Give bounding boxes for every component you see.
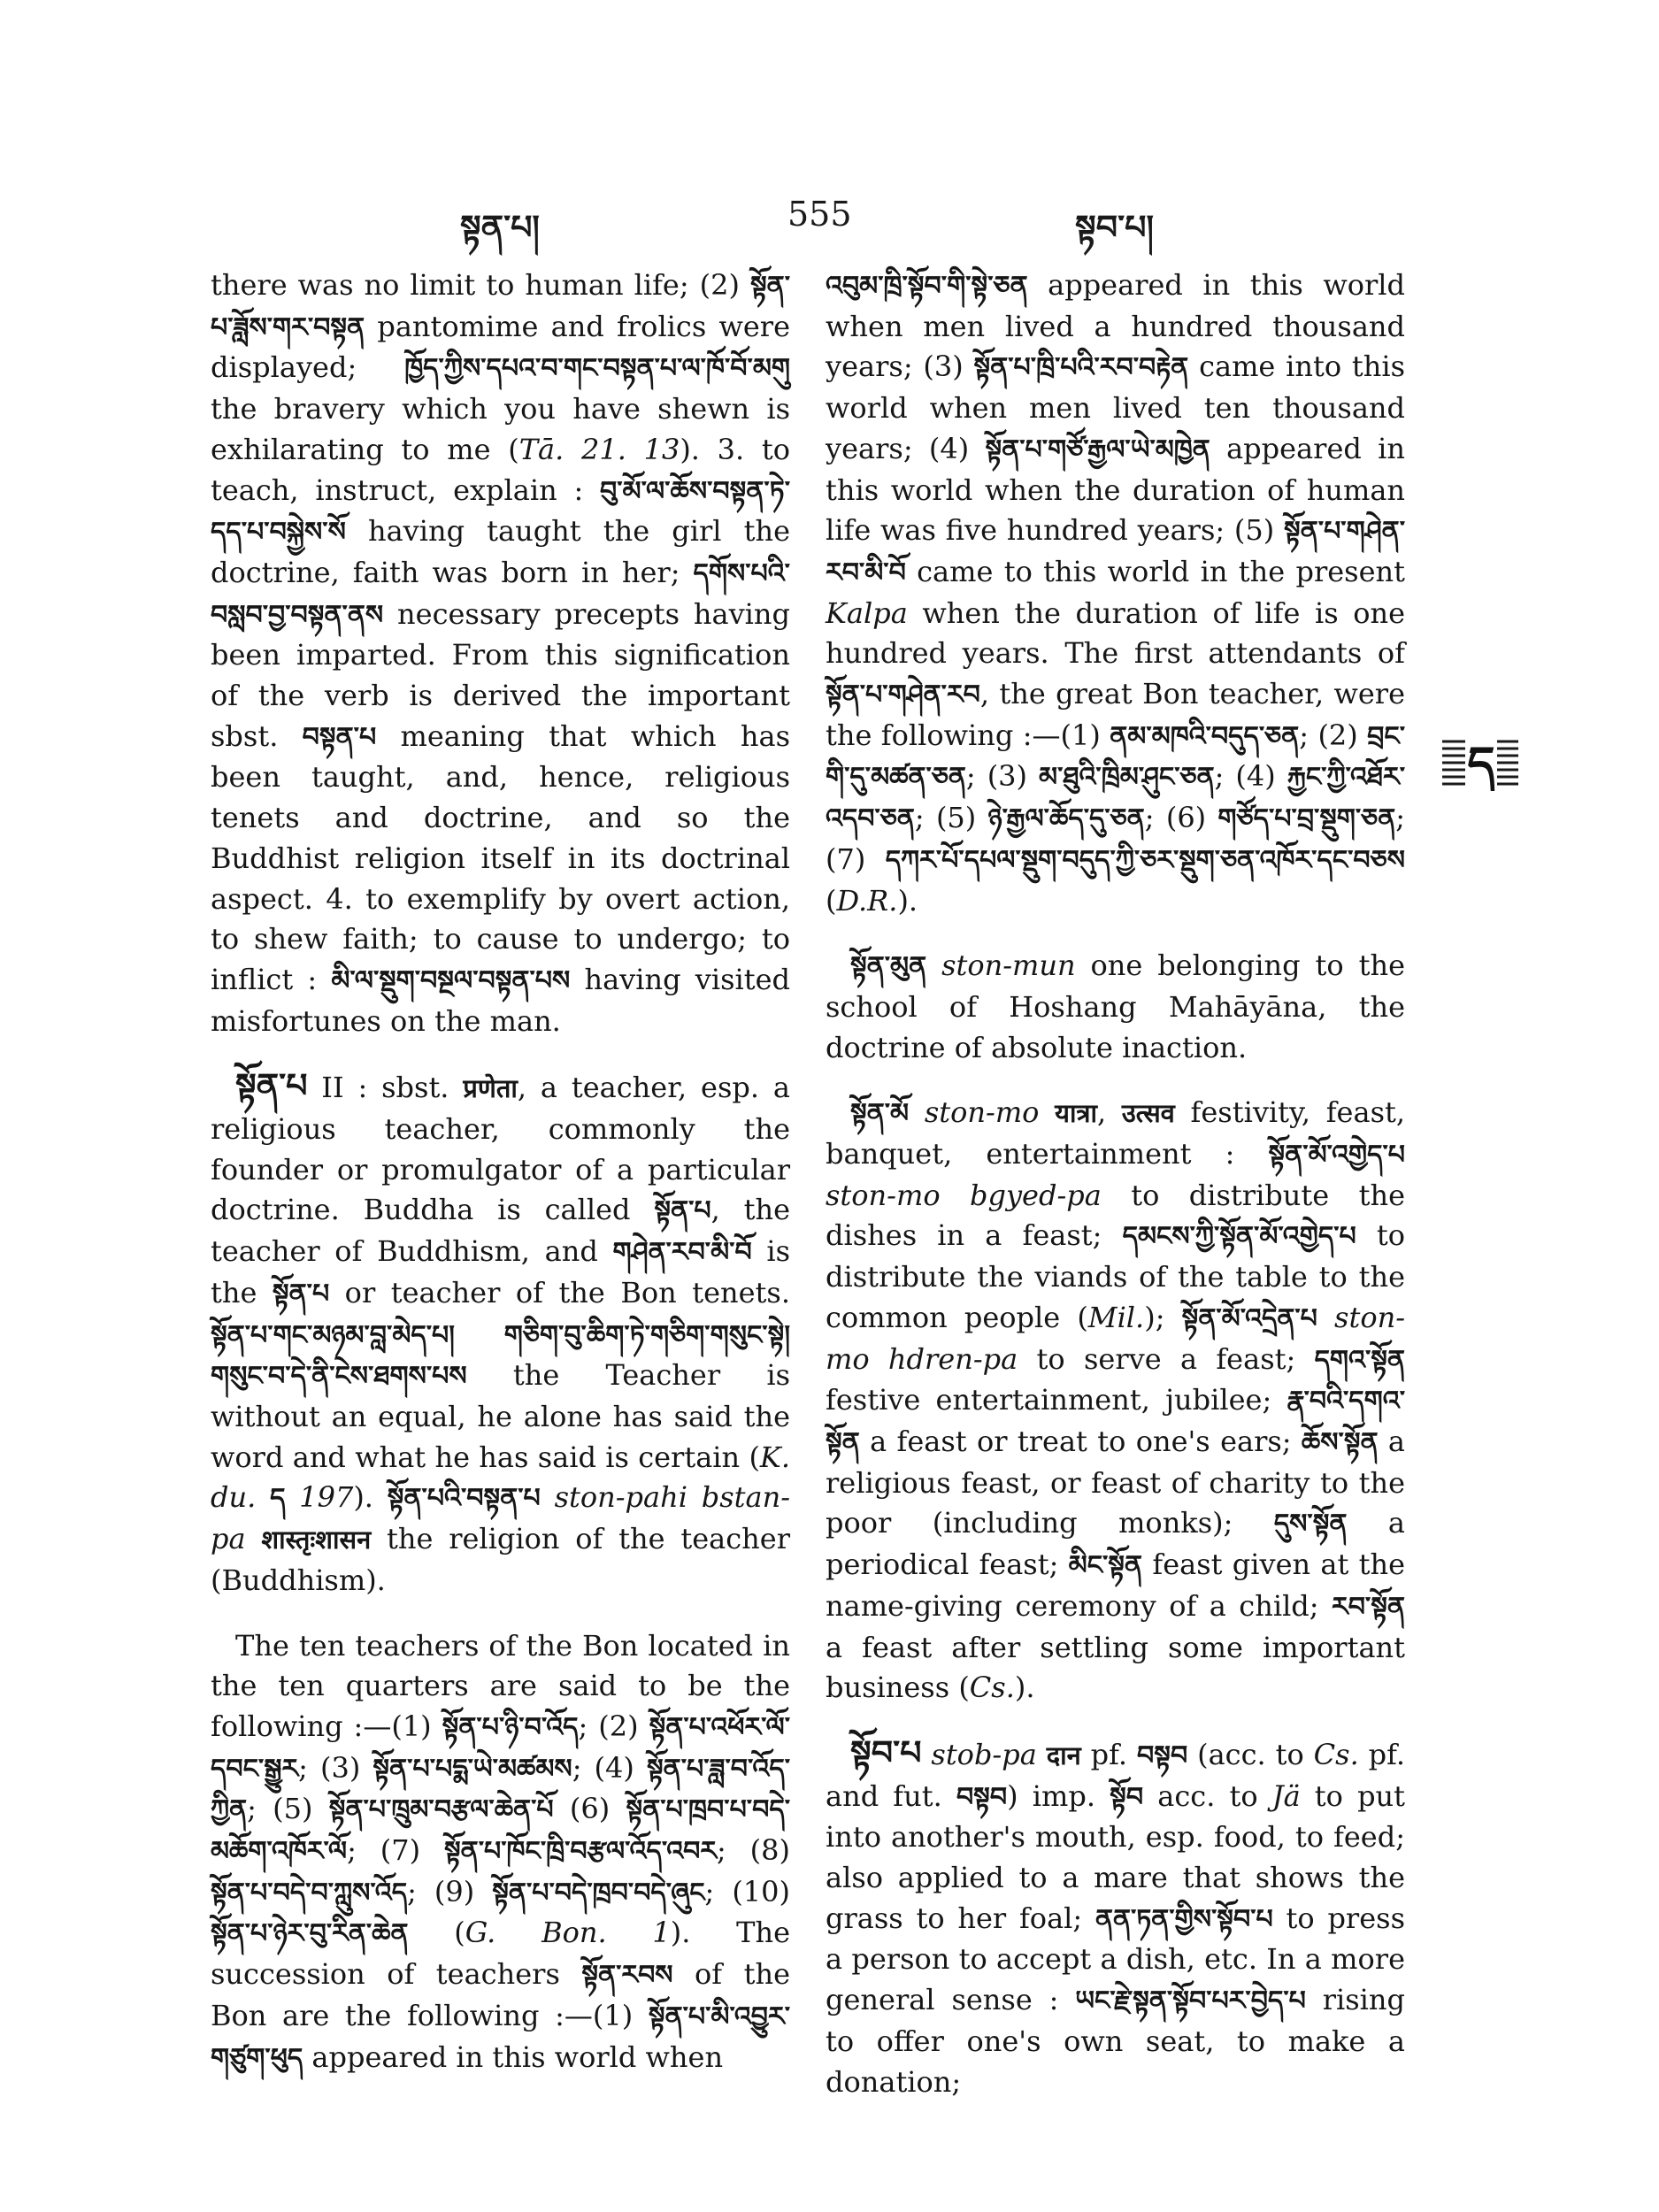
tibetan-term: དགའ་སྟོན (1314, 1344, 1406, 1376)
text-run: ). (353, 1480, 388, 1515)
tibetan-term: སྟོན་པ་འཕོར་ལོ་དབང་སྒྱུར (211, 1711, 791, 1785)
text-run: (acc. to (1187, 1737, 1314, 1771)
tibetan-term: སྟོན་པ་གཙོ་རྒྱལ་ཡེ་མཁྱེན (985, 434, 1210, 465)
text-run: ; (5) (914, 801, 988, 835)
text-run: acc. to (1143, 1778, 1272, 1813)
tibetan-term: སྟོན་པ (272, 1278, 330, 1310)
text-run: ; (9) (407, 1874, 493, 1909)
text-run: ; (2) (578, 1709, 649, 1743)
text-run: , (1097, 1095, 1122, 1130)
tibetan-term: འབུམ་ཁྲི་སྟོབ་གི་སྟེ་ཅན (826, 271, 1028, 302)
text-run: , a teacher, esp. a religious teacher, commonly the founder or promulgator of a particular doctrine. Buddha is called (211, 1071, 791, 1227)
text-run: , the teacher of Buddhism, and (211, 1193, 791, 1269)
text-run: ; (7) (347, 1833, 444, 1868)
tibetan-term: སྟོན་པ་གཤེན་རབ་མི་བོ (826, 516, 1405, 588)
text-run: ) imp. (1007, 1778, 1110, 1813)
text-run: a feast or treat to one's ears; (859, 1424, 1302, 1458)
running-head-left: སྟན་པ། (460, 208, 540, 247)
text-run: festive entertainment, jubilee; (826, 1383, 1287, 1417)
tibetan-term: སྟོན་པ་ཁྲུམ་བརྩལ་ཆེན་པོ (328, 1794, 554, 1826)
text-run: to distribute the dishes in a feast; (826, 1178, 1405, 1253)
text-run: a periodical feast; (826, 1506, 1406, 1582)
tibetan-term: ཡང་རྗེ་སྟན་སྟོབ་པར་བྱེད་པ (1075, 1985, 1306, 2017)
tibetan-term: གཙོད་པ་བྲ་སྡུག་ཅན (1217, 803, 1396, 835)
text-run: of the Bon are the following :—(1) (211, 1957, 791, 2032)
tibetan-term: དཀར་པོ་དཔལ་སྡུག་བདུད་ཀྱི་ཅར་སྡུག་ཅན་འཁོར་དང་བཅས (885, 844, 1405, 876)
section-thumb-index-mark (1442, 734, 1518, 791)
tibetan-term: ཁྱོད་ཀྱིས་དཔའ་བ་གང་བསྟན་པ་ལ་ཁོ་བོ་མགུ (404, 353, 790, 385)
text-run: meaning that which has been taught, and, hence, religious tenets and doctrine, and so the Buddhist religion itself in its doctrinal aspect. 4. to exemplify by overt action, to shew faith; to cause to undergo; to inflict : (211, 718, 791, 996)
tibetan-term: སྟོན་པ་ཁྲབ་པ་བདེ་མཆོག་འཁོར་ལོ (211, 1794, 791, 1868)
text-run: to put into another's mouth, esp. food, to feed; also applied to a mare that shows the grass to her foal; (826, 1778, 1406, 1935)
tibetan-term: བསྟབ (1136, 1740, 1188, 1771)
tibetan-term: སྟོན་མོ་འགྱེད་པ (1268, 1140, 1405, 1171)
text-run: The ten teachers of the Bon located in the ten quarters are said to be the following :—(1) (211, 1628, 790, 1743)
text-run: ( (408, 1916, 465, 1950)
tibetan-term: ཆོས་སྟོན (1301, 1426, 1379, 1458)
text-run: ). (1014, 1671, 1035, 1705)
entry-ston-mo (826, 1093, 1405, 1709)
text-run: (6) (553, 1792, 626, 1826)
text-run: pantomime and frolics were displayed; (211, 309, 790, 385)
transliteration: ston-mo (924, 1095, 1040, 1130)
tibetan-term: སྟོན་པ་ཁྲི་པའི་རབ་བརྟེན (973, 352, 1189, 384)
tibetan-term: སྟོན་པ་བདེ་བ་ཀླུས་འོད (211, 1877, 408, 1909)
citation: D.R. (836, 883, 898, 918)
text-run: ; (3) (965, 759, 1040, 794)
tibetan-term: གཤེན་རབ་མི་བོ (612, 1237, 752, 1269)
transliteration: stob-pa (931, 1737, 1037, 1771)
entry-continuation-bon-succession (826, 265, 1405, 921)
text-run: rising to offer one's own seat, to make a donation; (826, 1983, 1406, 2099)
headword: སྟོན་མུན (850, 951, 927, 983)
left-column (211, 265, 790, 2103)
citation: Cs. (969, 1671, 1015, 1705)
text-run: came to this world in the present (905, 554, 1405, 588)
text-run: appeared in this world when the duration of human life was five hundred years; (5) (826, 431, 1406, 548)
entry-ston-pa-ii (211, 1066, 790, 1601)
text-run: came into this world when men lived ten thousand years; (4) (826, 349, 1406, 465)
tibetan-term: ད (270, 1483, 286, 1515)
tibetan-term: སྟོན་པ་ (211, 271, 790, 343)
text-run: II : sbst. (307, 1071, 464, 1105)
text-run: pf. and fut. (826, 1737, 1406, 1813)
text-run: the religion of the teacher (Buddhism). (211, 1522, 791, 1597)
tibetan-term: སྟོབ (1110, 1781, 1144, 1813)
tibetan-term: སྟོན་མོ་འདྲེན་པ (1181, 1302, 1317, 1334)
tibetan-term: ཟློས་གར་བསྟན (233, 311, 365, 343)
text-run: ; (7) (826, 801, 1405, 876)
tibetan-term: སྟོན་པའི་བསྟན་པ (387, 1483, 541, 1515)
tibetan-term: རྣ་བའི་དགའ་སྟོན (826, 1386, 1405, 1458)
tibetan-term: བུ་མོ་ལ་ཆོས་བསྟན་ཏེ་དད་པ་བསྐྱེས་སོ (211, 475, 790, 549)
text-run: ; (8) (717, 1833, 791, 1868)
text-run: ). The succession of teachers (211, 1916, 791, 1992)
text-run: ; (6) (1144, 801, 1218, 835)
transliteration: ston-pahi bstan-pa (211, 1480, 791, 1556)
text-run: the bravery which you have shewn is exhilarating to me ( (211, 392, 790, 466)
citation: Tā. 21. 13 (518, 432, 680, 466)
citation: Mil. (1087, 1300, 1145, 1334)
text-run: one belonging to the school of Hoshang Mahāyāna, the doctrine of absolute inaction. (826, 949, 1406, 1064)
citation: G. Bon. 1 (465, 1916, 671, 1950)
tibetan-term: སྟོན་པ་པདྨ་ཡེ་མཚམས (373, 1753, 572, 1785)
text-run: ; (2) (1299, 718, 1368, 752)
text-run: ; (10) (704, 1874, 791, 1909)
text-run: the Teacher is without an equal, he alone has said the word and what he has said is certain ( (211, 1358, 790, 1474)
tibetan-term: སྟོན་པ་ཟླ་བ་འོད་ཀྱིན (211, 1753, 790, 1826)
text-run: a religious feast, or feast of charity to the poor (including monks); (826, 1424, 1406, 1540)
text-run: when the duration of life is one hundred years. The first attendants of (826, 595, 1405, 671)
text-run: having taught the girl the doctrine, faith was born in her; (211, 514, 790, 589)
right-column (826, 265, 1405, 2127)
tibetan-term: སྟོན་རབས (581, 1960, 673, 1992)
citation: Cs. (1313, 1737, 1359, 1771)
tibetan-term: དགོས་པའི་བསླབ་བྱ་བསྟན་ནས (211, 557, 790, 631)
text-run: is the (211, 1234, 791, 1310)
sanskrit-term: यात्रा (1055, 1098, 1097, 1129)
text-run: appeared in this world when men lived a hundred thousand years; (3) (826, 268, 1405, 384)
text-run: to distribute the viands of the table to the common people ( (826, 1218, 1406, 1334)
tibetan-term: སྟོན་པ (654, 1195, 711, 1227)
sanskrit-term: उत्सव (1121, 1098, 1175, 1129)
text-run: a feast after settling some important business ( (826, 1630, 1405, 1705)
tibetan-term: རབ་སྟོན (1332, 1591, 1405, 1623)
page-number: 555 (787, 195, 852, 234)
tibetan-term: ནན་ཏན་གྱིས་སྟོབ་པ (1094, 1903, 1273, 1935)
entry-ston-mun (826, 946, 1405, 1068)
tibetan-term: དུས་སྟོན (1273, 1509, 1348, 1540)
tibetan-term: སྟོན་པ་ཉེར་བུ་རིན་ཆེན (211, 1918, 409, 1950)
thumb-index-letter: ད (1467, 736, 1495, 791)
text-run: ; (3) (298, 1750, 373, 1785)
tibetan-term: བསྟབ (956, 1781, 1008, 1813)
tibetan-term: དམངས་ཀྱི་སྟོན་མོ་འགྱེད་པ (1122, 1221, 1356, 1253)
headword: སྟོན་མོ (850, 1098, 910, 1130)
text-run: or teacher of the Bon tenets. (329, 1275, 790, 1310)
tibetan-term: སྟོན་པ་ཉི་བ་འོད (442, 1711, 579, 1743)
text-run: ( (826, 883, 837, 918)
text-run: feast given at the name-giving ceremony of a child; (826, 1548, 1405, 1623)
text-run: to press a person to accept a dish, etc. In a more general sense : (826, 1901, 1406, 2017)
citation: K. du. (211, 1440, 790, 1515)
text-run: festivity, feast, banquet, entertainment : (826, 1095, 1406, 1171)
entry-continuation-ston-pa (211, 265, 790, 1041)
sanskrit-term: दान (1046, 1740, 1081, 1770)
tibetan-term: ནམ་མཁའི་བདུད་ཅན (1110, 720, 1300, 752)
tibetan-term: མ་ཐུའི་ཁྲིམ་ཤུང་ཅན (1039, 762, 1215, 794)
tibetan-term: བསྟན་པ (302, 721, 377, 753)
text-run: ; (4) (572, 1750, 647, 1785)
text-run: to serve a feast; (1018, 1341, 1315, 1376)
text-run: appeared in this world when (303, 2039, 724, 2074)
text-run: ); (1144, 1300, 1182, 1334)
running-head-right: སྟབ་པ། (1075, 208, 1154, 247)
tibetan-term: སྟོན་པ་ཁོང་ཁྲི་བརྩལ་འོད་འབར (443, 1836, 718, 1868)
headword: སྟོབ་པ (850, 1732, 922, 1772)
text-run: there was no limit to human life; (2) (211, 268, 750, 302)
text-run: , the great Bon teacher, were the following :—(1) (826, 677, 1405, 752)
tibetan-term: ཉེ་རྒྱལ་ཆོད་དུ་ཅན (987, 803, 1145, 835)
tibetan-term: སྟོན་པ་གཤེན་རབ (826, 680, 980, 711)
italic-term: Kalpa (826, 595, 908, 630)
text-run: ). 3. to teach, instruct, explain : (211, 432, 791, 507)
entry-stob-pa (826, 1733, 1405, 2102)
text-run: necessary precepts having been imparted. From this signification of the verb is derived the important sbst. (211, 596, 790, 753)
text-run: ; (4) (1214, 759, 1287, 794)
transliteration: ston-mun (941, 949, 1076, 983)
text-run: pf. (1080, 1737, 1137, 1771)
tibetan-term: མི་ལ་སྡུག་བསྔལ་བསྟན་པས (331, 964, 571, 996)
tibetan-term: སྟོན་པ་བདེ་ཁྲབ་བདེ་ཞུང (492, 1877, 705, 1909)
transliteration: ston-mo bgyed-pa (826, 1178, 1102, 1212)
tibetan-term: སྟོན་པ་མི་འབྱུར་གཙུག་ཕུད (211, 2001, 790, 2074)
tibetan-term: རྐྱང་ཀྱི་འཐོར་འདབ་ཅན (826, 762, 1406, 835)
tibetan-quote: སྟོན་པ་གང་མཉམ་བླ་མེད་པ། གཅིག་བུ་ཆིག་ཏེ་གཅིག་གསུང་སྟེ། གསུང་བ་དེ་ནི་ངེས་ཐགས་པས (211, 1319, 790, 1393)
tibetan-term: མིང་སྟོན (1068, 1550, 1143, 1582)
text-run: ). (897, 883, 918, 918)
text-run: having visited misfortunes on the man. (211, 962, 790, 1038)
sanskrit-term: शास्तृःशासन (261, 1525, 372, 1555)
entry-ten-teachers (211, 1626, 790, 2079)
text-run: ; (5) (247, 1792, 329, 1826)
transliteration: ston-mo hdren-pa (826, 1300, 1405, 1376)
headword: སྟོན་པ (235, 1066, 308, 1106)
sanskrit-term: प्रणेता (463, 1073, 518, 1104)
citation: 197 (285, 1480, 354, 1515)
tibetan-term: བྲང་གི་དུ་མཚན་ཅན (826, 720, 1406, 794)
citation: Jä (1271, 1778, 1301, 1813)
